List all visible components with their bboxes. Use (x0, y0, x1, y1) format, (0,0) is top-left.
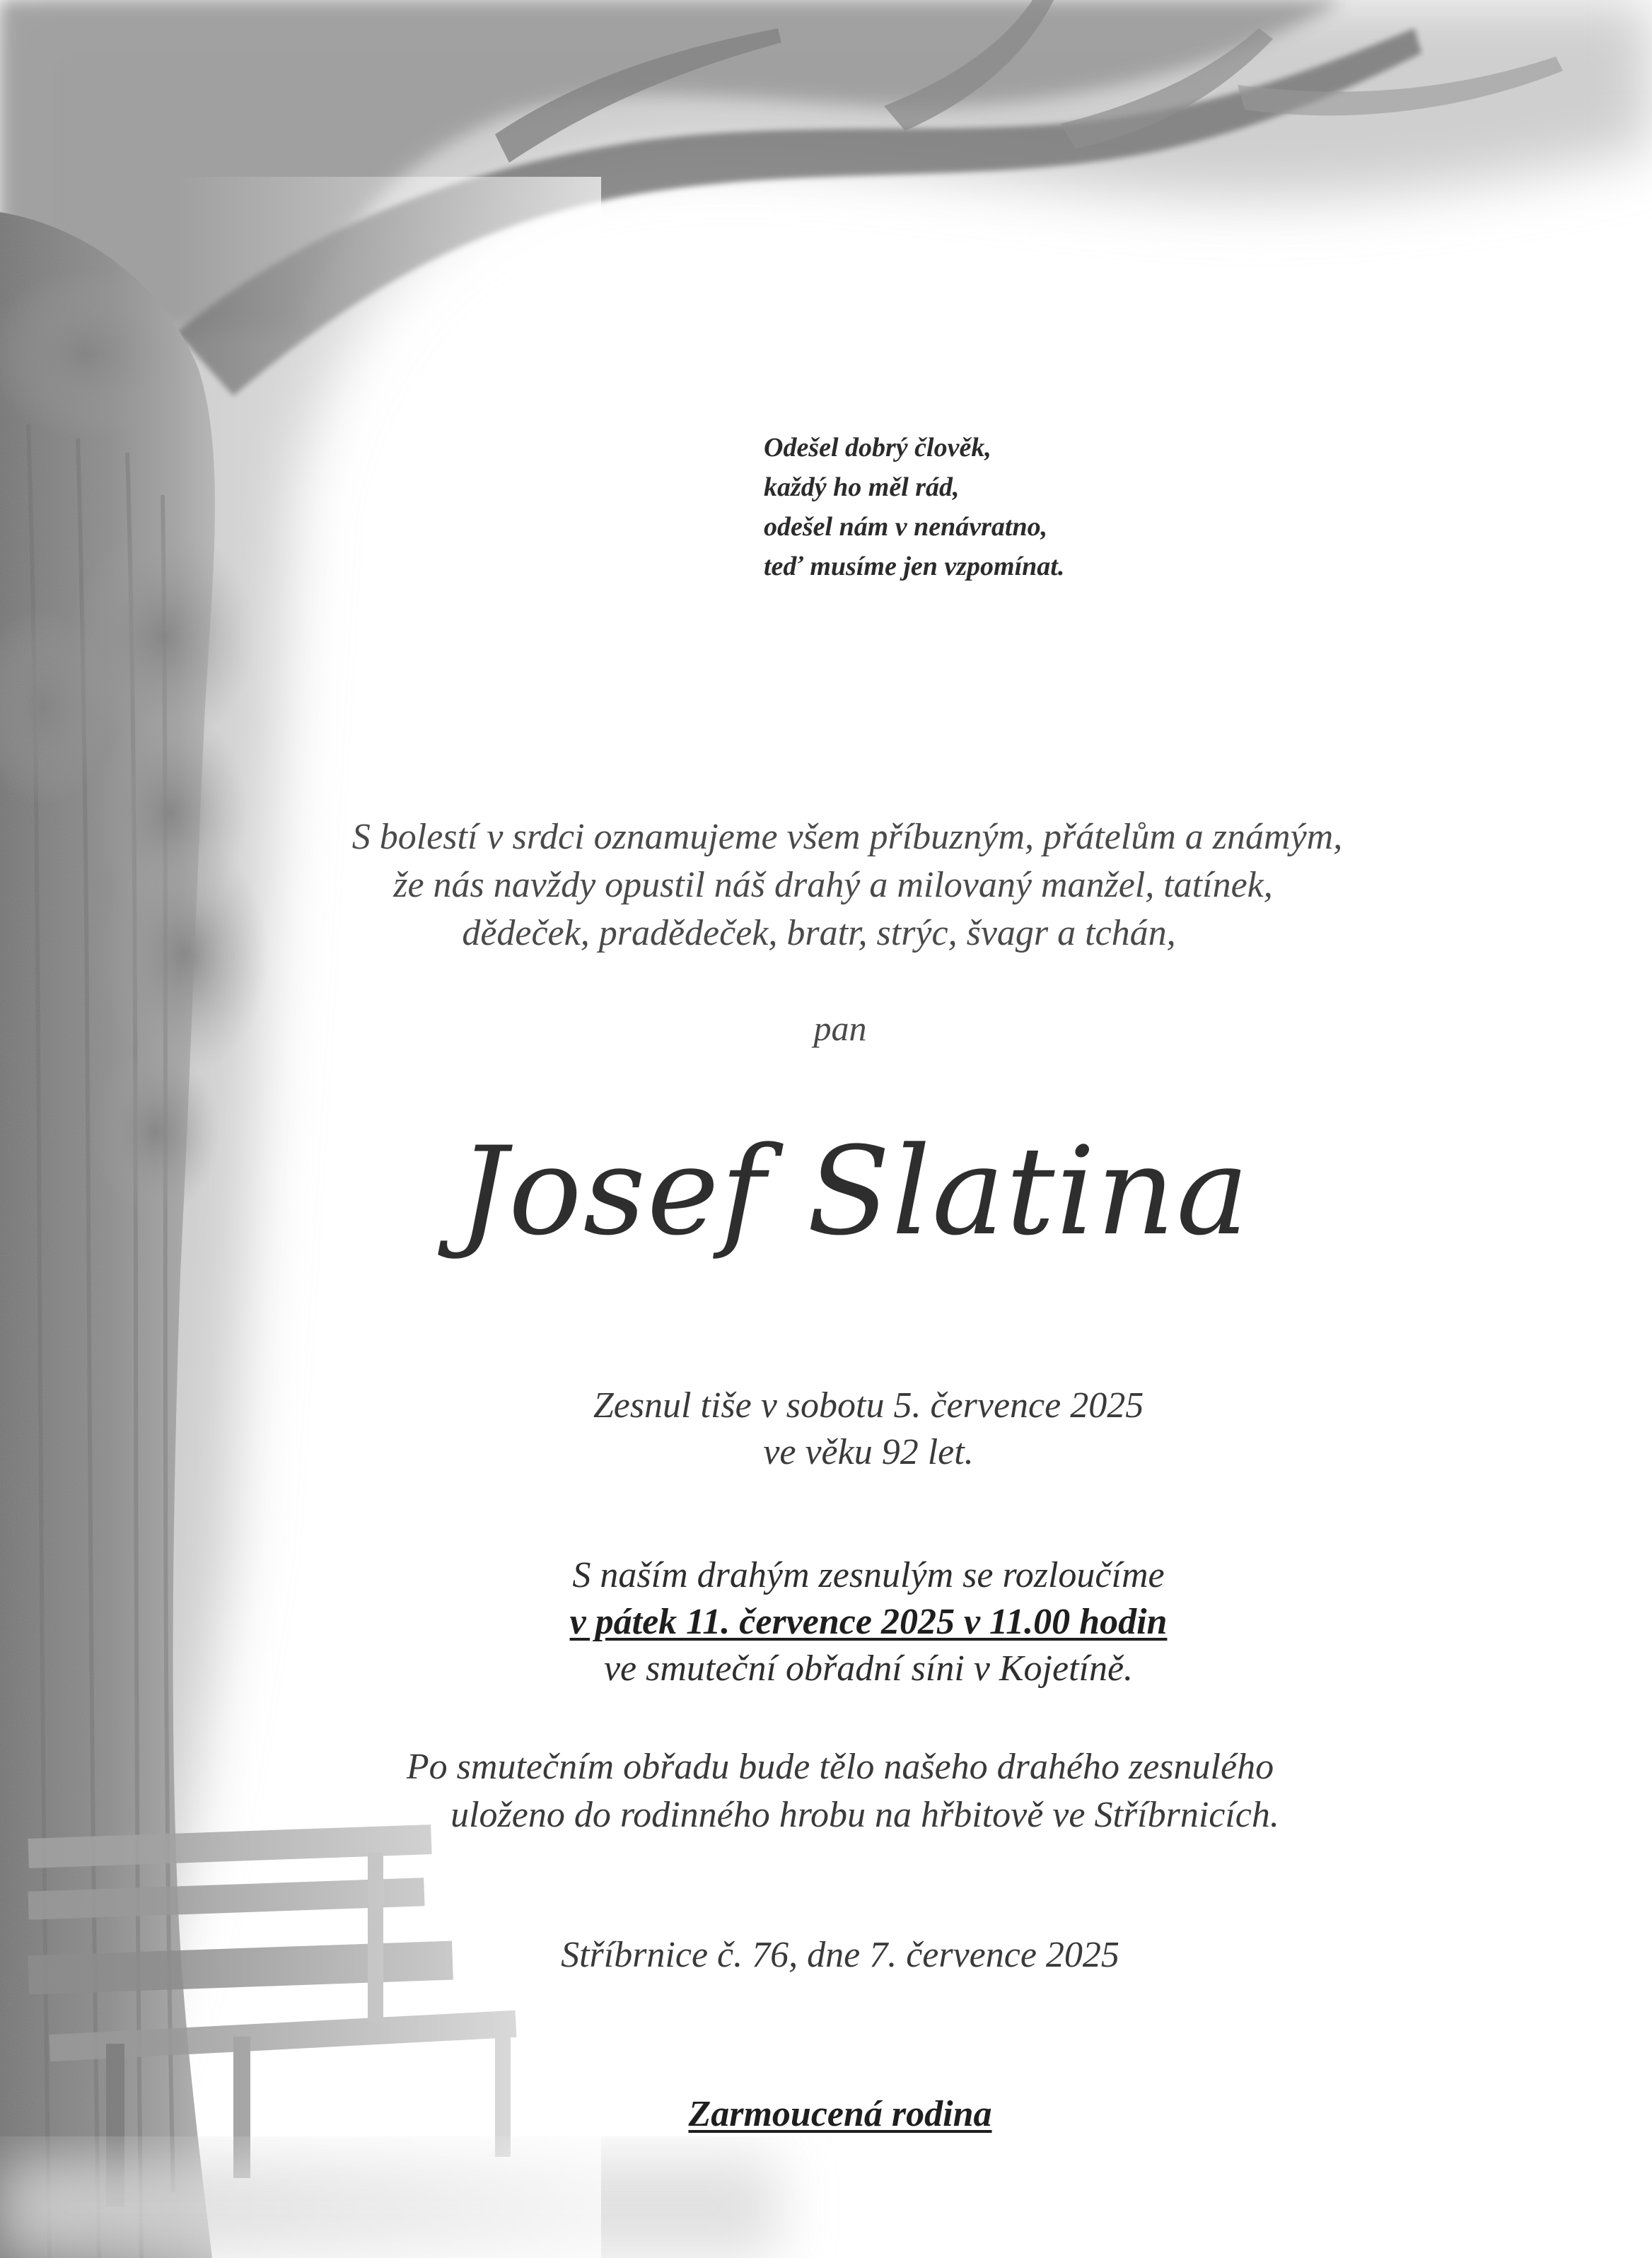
deceased-name: Josef Slatina (458, 1120, 1250, 1262)
death-info (0, 1383, 1652, 1476)
place-date: Stříbrnice č. 76, dne 7. července 2025 (561, 1935, 1119, 1975)
announcement (0, 813, 1652, 958)
age-line: ve věku 92 let. (763, 1432, 974, 1472)
poem-line: Odešel dobrý člověk, (764, 433, 991, 462)
poem-line: odešel nám v nenávratno, (764, 512, 1048, 542)
farewell-date-time: v pátek 11. července 2025 v 11.00 hodin (569, 1602, 1168, 1642)
announcement-line: dědeček, pradědeček, bratr, strýc, švagr a tchán, (462, 913, 1176, 953)
announcement-line: S bolestí v srdci oznamujeme všem příbuzným, přátelům a známým, (351, 817, 1343, 857)
title-word: pan (813, 1008, 867, 1048)
burial-line: uloženo do rodinného hrobu na hřbitově ve Stříbrnicích. (450, 1795, 1279, 1835)
burial-line: Po smutečním obřadu bude tělo našeho drahého zesnulého (406, 1747, 1274, 1787)
farewell-info (0, 1552, 1652, 1692)
poem-line: každý ho měl rád, (764, 472, 960, 502)
poem (764, 428, 1400, 586)
burial-info (0, 1743, 1652, 1839)
farewell-line: S naším drahým zesnulým se rozloučíme (572, 1555, 1165, 1595)
farewell-venue: ve smuteční obřadní síni v Kojetíně. (603, 1648, 1134, 1689)
signature: Zarmoucená rodina (688, 2094, 992, 2134)
death-date-line: Zesnul tiše v sobotu 5. července 2025 (593, 1385, 1144, 1426)
announcement-line: že nás navždy opustil náš drahý a milovaný manžel, tatínek, (393, 865, 1273, 905)
poem-line: teď musíme jen vzpomínat. (764, 552, 1065, 581)
